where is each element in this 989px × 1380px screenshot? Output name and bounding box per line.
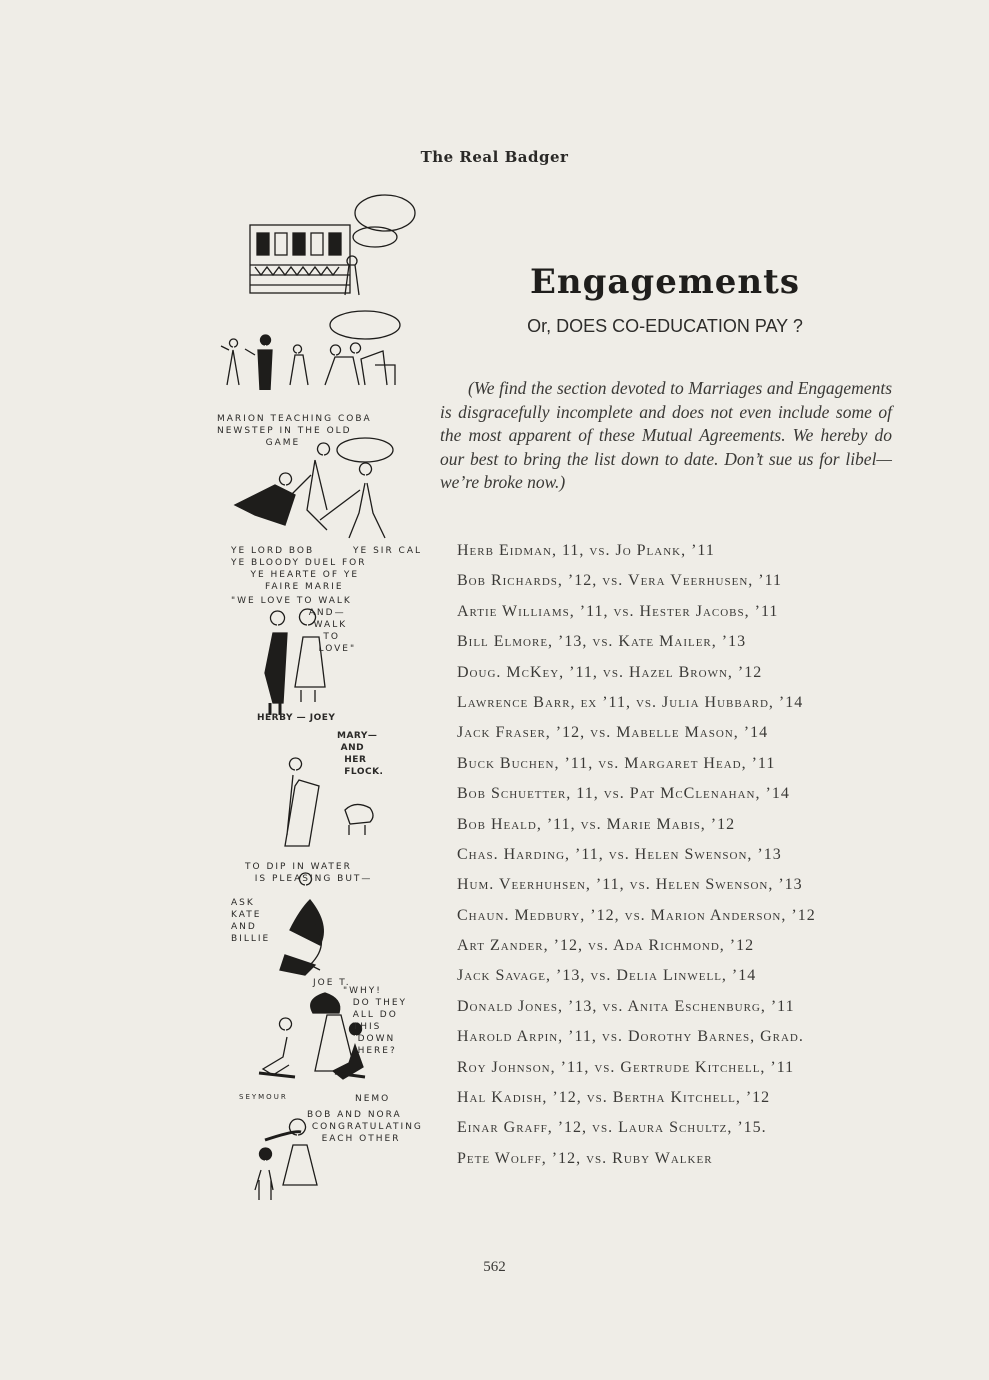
- list-item: Hum. Veerhuhsen, ’11, vs. Helen Swenson, ’13: [457, 876, 803, 894]
- cartoon-drawings: [215, 185, 425, 1215]
- list-item: Bill Elmore, ’13, vs. Kate Mailer, ’13: [457, 633, 747, 651]
- list-item: Donald Jones, ’13, vs. Anita Eschenburg, ’11: [457, 997, 795, 1015]
- list-item: Jack Fraser, ’12, vs. Mabelle Mason, ’14: [457, 724, 769, 742]
- list-item: Chas. Harding, ’11, vs. Helen Swenson, ’13: [457, 845, 782, 863]
- caption-nemo: NEMO: [355, 1094, 391, 1104]
- list-item: Artie Williams, ’11, vs. Hester Jacobs, ’11: [457, 602, 779, 620]
- list-item: Doug. McKey, ’11, vs. Hazel Brown, ’12: [457, 663, 763, 681]
- caption-marion: MARION TEACHING COBA NEWSTEP IN THE OLD GAME: [217, 414, 372, 448]
- list-item: Hal Kadish, ’12, vs. Bertha Kitchell, ’12: [457, 1089, 771, 1107]
- list-item: Art Zander, ’12, vs. Ada Richmond, ’12: [457, 937, 755, 955]
- caption-dip: TO DIP IN WATER IS PLEASING BUT—: [245, 862, 373, 884]
- list-item: Bob Schuetter, 11, vs. Pat McClenahan, ’14: [457, 785, 790, 803]
- list-item: Harold Arpin, ’11, vs. Dorothy Barnes, Grad.: [457, 1028, 804, 1046]
- list-item: Lawrence Barr, ex ’11, vs. Julia Hubbard, ’14: [457, 693, 804, 711]
- caption-herby-joey: HERBY — JOEY: [257, 713, 336, 723]
- engagement-list: [457, 540, 816, 1178]
- caption-duel: YE LORD BOB YE SIR CAL YE BLOODY DUEL FOR YE HEARTE OF YE FAIRE MARIE: [231, 546, 423, 592]
- caption-seymour: SEYMOUR: [239, 1093, 288, 1101]
- caption-walk: "WE LOVE TO WALK AND— WALK TO LOVE": [231, 596, 357, 654]
- margin-cartoon-strip: [215, 185, 425, 1215]
- caption-mary: MARY— AND HER FLOCK.: [337, 731, 384, 777]
- caption-joe: JOE T.: [313, 978, 351, 988]
- caption-bob-nora: BOB AND NORA CONGRATULATING EACH OTHER: [307, 1110, 423, 1144]
- list-item: Jack Savage, ’13, vs. Delia Linwell, ’14: [457, 967, 757, 985]
- caption-why: "WHY! DO THEY ALL DO THIS DOWN HERE?: [343, 986, 408, 1056]
- intro-paragraph: (We find the section devoted to Marriages and Engagements is disgracefully incomplete and does not even include some of the most apparent of these Mutual Agreements. We hereby do our best to bring the list down to date. Don’t sue us for libel—we’re broke now.): [440, 378, 892, 492]
- list-item: Buck Buchen, ’11, vs. Margaret Head, ’11: [457, 754, 776, 772]
- list-item: Herb Eidman, 11, vs. Jo Plank, ’11: [457, 542, 715, 559]
- list-item: Einar Graff, ’12, vs. Laura Schultz, ’15.: [457, 1119, 767, 1137]
- list-item: Chaun. Medbury, ’12, vs. Marion Anderson, ’12: [457, 906, 816, 924]
- page-subtitle: Or, DOES CO-EDUCATION PAY ?: [527, 316, 803, 336]
- page-title: Engagements: [529, 262, 801, 302]
- list-item: Bob Heald, ’11, vs. Marie Mabis, ’12: [457, 815, 736, 833]
- list-item: Pete Wolff, ’12, vs. Ruby Walker: [457, 1149, 713, 1167]
- list-item: Bob Richards, ’12, vs. Vera Veerhusen, ’11: [457, 572, 783, 590]
- running-header: The Real Badger: [420, 148, 569, 166]
- caption-ask: ASK KATE AND BILLIE: [231, 898, 271, 944]
- list-item: Roy Johnson, ’11, vs. Gertrude Kitchell, ’11: [457, 1058, 795, 1076]
- page-number: 562: [483, 1259, 506, 1275]
